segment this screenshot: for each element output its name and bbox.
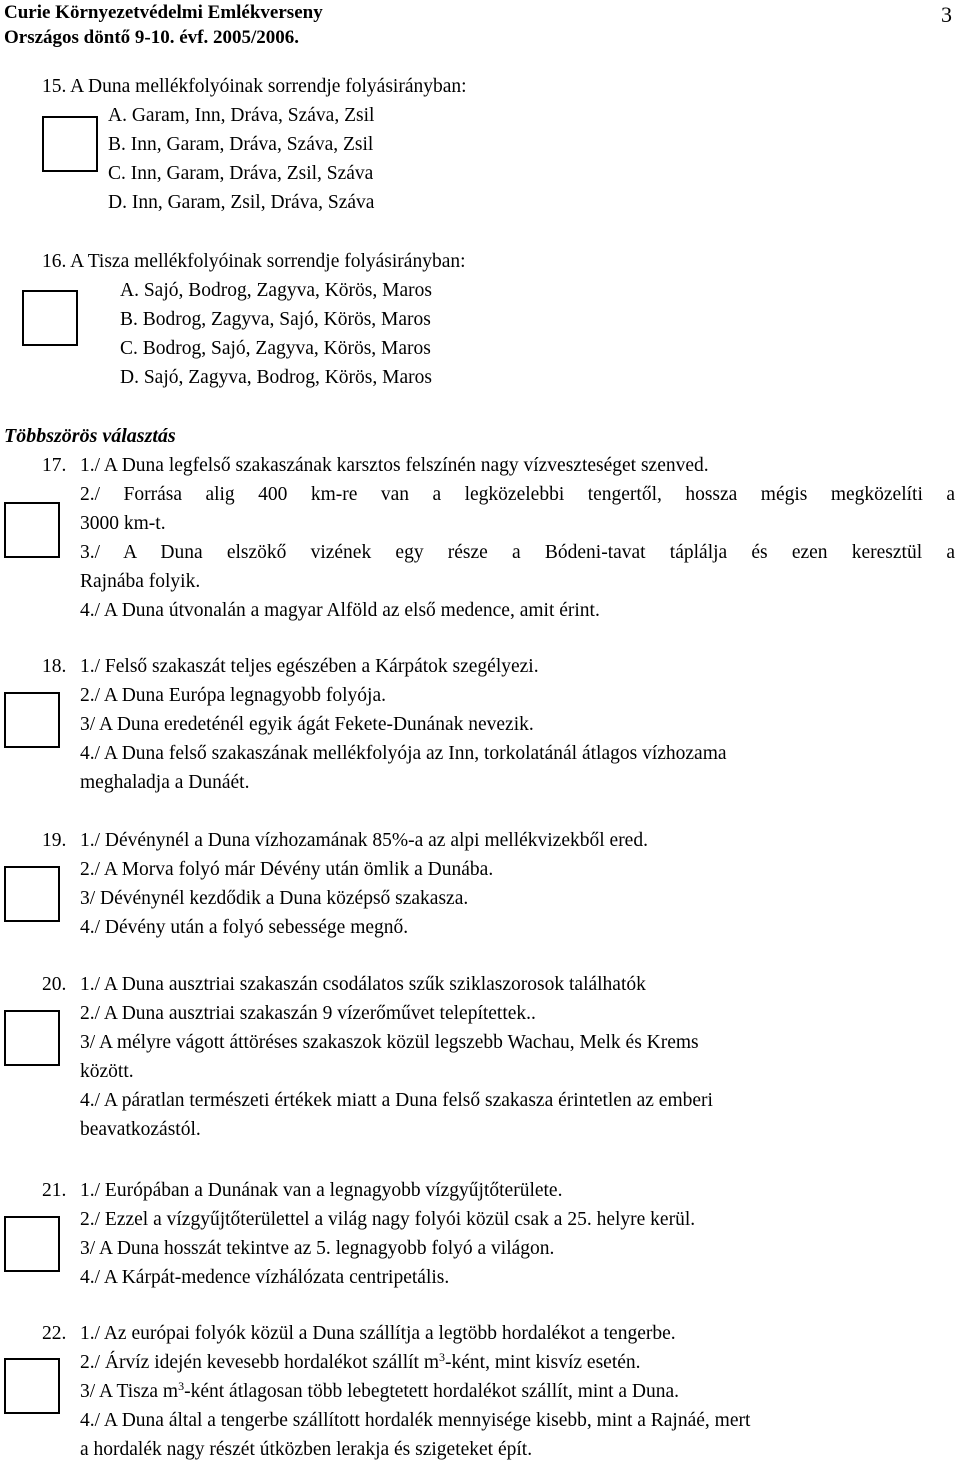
q18-statement-3: 3/ A Duna eredeténél egyik ágát Fekete-Dunának nevezik. — [80, 714, 534, 735]
q20-statement-4a: 4./ A páratlan természeti értékek miatt a Duna felső szakasza érintetlen az emberi — [80, 1090, 713, 1111]
q22-statement-4a: 4./ A Duna által a tengerbe szállított hordalék mennyisége kisebb, mint a Rajnáé, mert — [80, 1410, 751, 1431]
question-16-title: 16. A Tisza mellékfolyóinak sorrendje folyásirányban: — [42, 251, 466, 272]
q18-number: 18. — [42, 656, 67, 677]
q21-statement-2: 2./ Ezzel a vízgyűjtőterülettel a világ nagy folyói közül csak a 25. helyre kerül. — [80, 1209, 696, 1230]
header-subtitle: Országos döntő 9-10. évf. 2005/2006. — [4, 27, 300, 48]
q20-statement-2: 2./ A Duna ausztriai szakaszán 9 vízerőművet telepítettek.. — [80, 1003, 536, 1024]
q22-statements — [80, 1319, 955, 1464]
answer-box-16[interactable] — [22, 290, 78, 346]
q22-statement-1: 1./ Az európai folyók közül a Duna szállítja a legtöbb hordalékot a tengerbe. — [80, 1323, 676, 1344]
q17-statement-4: 4./ A Duna útvonalán a magyar Alföld az első medence, amit érint. — [80, 600, 600, 621]
q17-statement-2b: 3000 km-t. — [80, 513, 166, 534]
question-16 — [42, 247, 466, 392]
q18-statements — [80, 652, 955, 797]
q20-statement-3a: 3/ A mélyre vágott áttöréses szakaszok közül legszebb Wachau, Melk és Krems — [80, 1032, 699, 1053]
q16-option-d: D. Sajó, Zagyva, Bodrog, Körös, Maros — [120, 367, 432, 388]
answer-box-20[interactable] — [4, 1010, 60, 1066]
q22-statement-2-sup: 3 — [439, 1350, 446, 1364]
q17-number: 17. — [42, 455, 67, 476]
q16-option-b: B. Bodrog, Zagyva, Sajó, Körös, Maros — [120, 309, 431, 330]
q21-statement-1: 1./ Európában a Dunának van a legnagyobb vízgyűjtőterülete. — [80, 1180, 563, 1201]
q17-statement-3b: Rajnába folyik. — [80, 571, 201, 592]
q19-statements — [80, 826, 955, 942]
answer-box-21[interactable] — [4, 1216, 60, 1272]
answer-box-18[interactable] — [4, 692, 60, 748]
answer-box-19[interactable] — [4, 866, 60, 922]
q22-statement-2 — [80, 1348, 955, 1377]
q19-statement-4: 4./ Dévény után a folyó sebessége megnő. — [80, 917, 409, 938]
q17-statement-2a: 2./ Forrása alig 400 km-re van a legközelebbi tengertől, hossza mégis megközelíti a — [80, 484, 955, 505]
q19-statement-3: 3/ Dévénynél kezdődik a Duna középső szakasza. — [80, 888, 469, 909]
q22-statement-2-post: -ként, mint kisvíz esetén. — [445, 1352, 641, 1373]
q22-statement-3-pre: 3/ A Tisza m — [80, 1381, 179, 1402]
answer-box-22[interactable] — [4, 1358, 60, 1414]
q20-statement-3b: között. — [80, 1061, 134, 1082]
question-15-title: 15. A Duna mellékfolyóinak sorrendje folyásirányban: — [42, 76, 467, 97]
q19-statement-1: 1./ Dévénynél a Duna vízhozamának 85%-a az alpi mellékvizekből ered. — [80, 830, 648, 851]
q21-statement-3: 3/ A Duna hosszát tekintve az 5. legnagyobb folyó a világon. — [80, 1238, 555, 1259]
q22-statement-3-sup: 3 — [178, 1379, 185, 1393]
q15-option-b: B. Inn, Garam, Dráva, Száva, Zsil — [108, 134, 374, 155]
question-15 — [42, 72, 467, 217]
q16-option-a: A. Sajó, Bodrog, Zagyva, Körös, Maros — [120, 280, 432, 301]
q18-statement-2: 2./ A Duna Európa legnagyobb folyója. — [80, 685, 386, 706]
q20-statement-1: 1./ A Duna ausztriai szakaszán csodálatos szűk sziklaszorosok találhatók — [80, 974, 646, 995]
q20-number: 20. — [42, 974, 67, 995]
q18-statement-4a: 4./ A Duna felső szakaszának mellékfolyója az Inn, torkolatánál átlagos vízhozama — [80, 743, 727, 764]
q15-option-c: C. Inn, Garam, Dráva, Zsil, Száva — [108, 163, 374, 184]
q15-option-d: D. Inn, Garam, Zsil, Dráva, Száva — [108, 192, 375, 213]
q17-statements — [80, 451, 955, 625]
q17-statement-3a: 3./ A Duna elszökő vizének egy része a Bódeni-tavat táplálja és ezen keresztül a — [80, 542, 955, 563]
q22-statement-2-pre: 2./ Árvíz idején kevesebb hordalékot szállít m — [80, 1352, 440, 1373]
q22-statement-3-post: -ként átlagosan több lebegtetett hordalékot szállít, mint a Duna. — [184, 1381, 680, 1402]
q21-statement-4: 4./ A Kárpát-medence vízhálózata centripetális. — [80, 1267, 450, 1288]
q19-number: 19. — [42, 830, 67, 851]
q15-option-a: A. Garam, Inn, Dráva, Száva, Zsil — [108, 105, 375, 126]
section-title: Többszörös választás — [4, 425, 176, 447]
page-number: 3 — [941, 2, 952, 27]
q17-statement-1: 1./ A Duna legfelső szakaszának karsztos felszínén nagy vízveszteséget szenved. — [80, 455, 709, 476]
q21-number: 21. — [42, 1180, 67, 1201]
q18-statement-4b: meghaladja a Dunáét. — [80, 772, 250, 793]
header-title: Curie Környezetvédelmi Emlékverseny — [4, 2, 323, 23]
q20-statements — [80, 970, 955, 1144]
q22-statement-4b: a hordalék nagy részét útközben lerakja és szigeteket épít. — [80, 1439, 533, 1460]
answer-box-17[interactable] — [4, 502, 60, 558]
page-header — [4, 0, 956, 50]
q22-statement-3 — [80, 1377, 955, 1406]
q19-statement-2: 2./ A Morva folyó már Dévény után ömlik a Dunába. — [80, 859, 494, 880]
q16-option-c: C. Bodrog, Sajó, Zagyva, Körös, Maros — [120, 338, 431, 359]
q20-statement-4b: beavatkozástól. — [80, 1119, 201, 1140]
q22-number: 22. — [42, 1323, 67, 1344]
answer-box-15[interactable] — [42, 116, 98, 172]
q21-statements — [80, 1176, 955, 1292]
q18-statement-1: 1./ Felső szakaszát teljes egészében a Kárpátok szegélyezi. — [80, 656, 539, 677]
